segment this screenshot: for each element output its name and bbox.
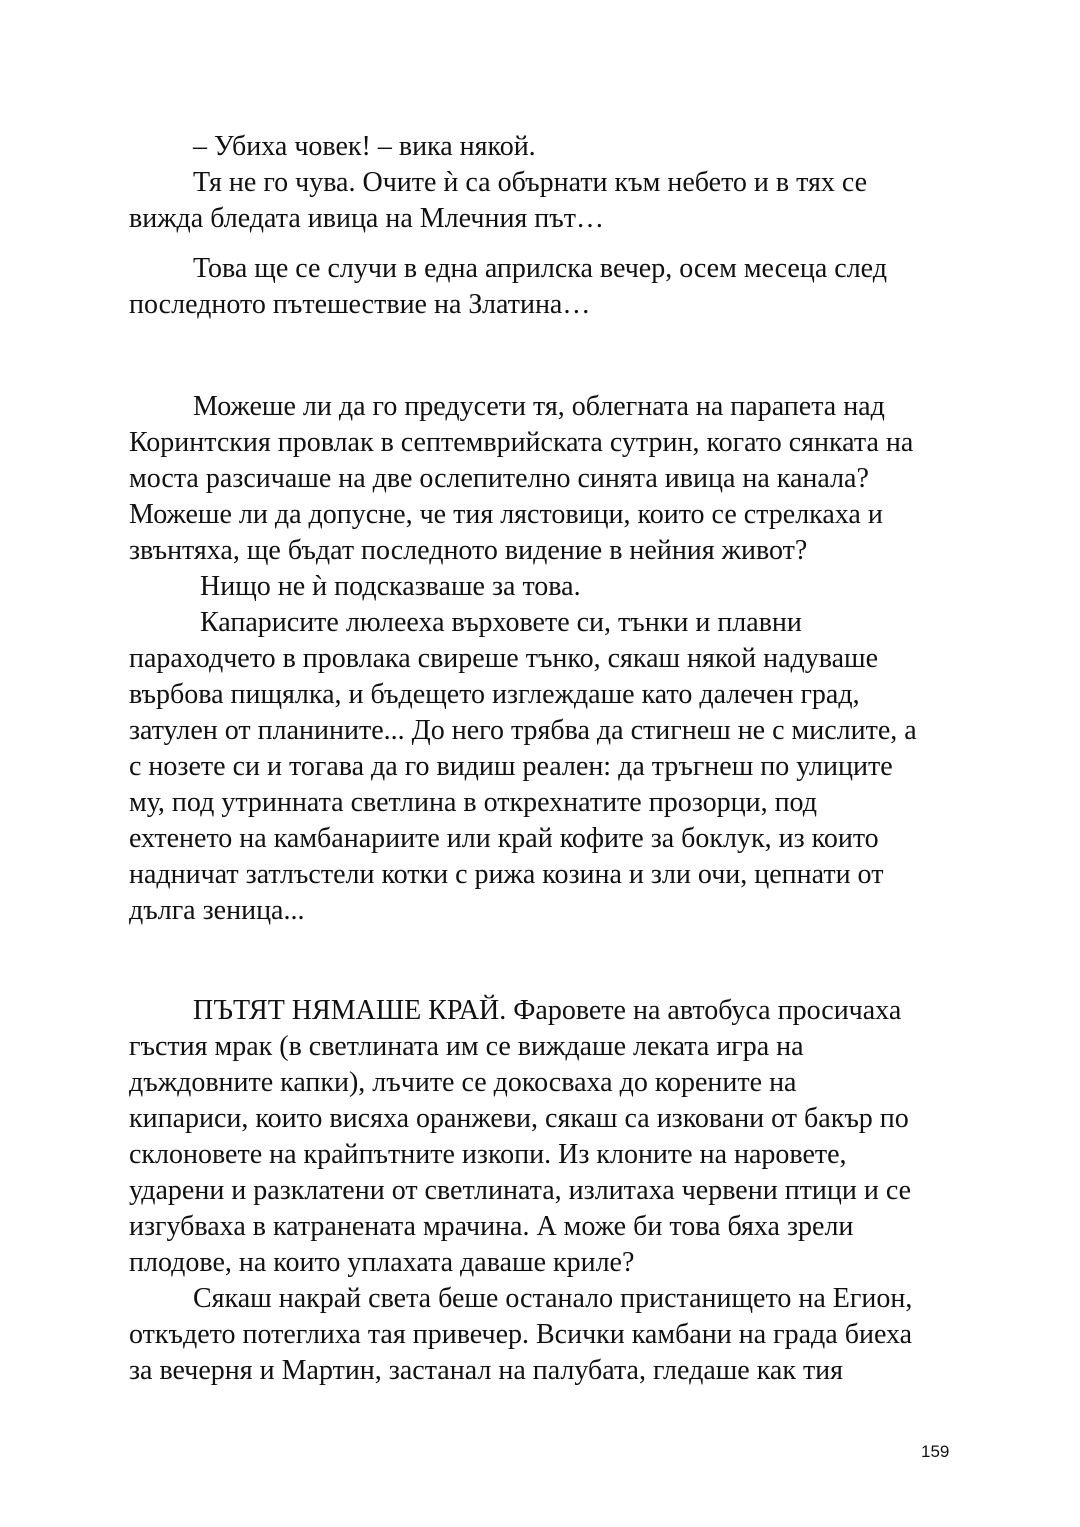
text-line: му, под утринната светлина в открехнатите прозорци, под	[129, 787, 817, 818]
text-line: с нозете си и тогава да го видиш реален: да тръгнеш по улиците	[129, 751, 893, 782]
text-line: Това ще се случи в една априлска вечер, осем месеца след	[193, 253, 887, 284]
text-line: Нищо не ѝ подсказваше за това.	[200, 571, 581, 602]
text-line: ПЪТЯТ НЯМАШЕ КРАЙ. Фаровете на автобуса просичаха	[193, 995, 902, 1026]
text-line: Можеше ли да го предусети тя, облегната на парапета над	[193, 391, 885, 422]
text-line: надничат затлъстели котки с рижа козина и зли очи, цепнати от	[129, 859, 884, 890]
text-line: Тя не го чува. Очите ѝ са обърнати към небето и в тях се	[193, 167, 868, 198]
text-line: изгубваха в катранената мрачина. А може би това бяха зрели	[129, 1211, 854, 1242]
text-line: ехтенето на камбанариите или край кофите за боклук, из които	[129, 823, 879, 854]
page-number: 159	[921, 1442, 950, 1461]
text-line: дъждовните капки), лъчите се докосваха до корените на	[129, 1067, 797, 1098]
text-line: Капарисите люлееха върховете си, тънки и плавни	[200, 607, 802, 638]
text-line: върбова пищялка, и бъдещето изглеждаше като далечен град,	[129, 679, 860, 710]
text-line: за вечерня и Мартин, застанал на палубата, гледаше как тия	[129, 1355, 844, 1386]
text-line: моста разсичаше на две ослепително синята ивица на канала?	[129, 463, 869, 494]
text-line: дълга зеница...	[129, 895, 305, 926]
text-line: откъдето потеглиха тая привечер. Всички камбани на града биеха	[129, 1319, 913, 1350]
text-line: параходчето в провлака свиреше тънко, сякаш някой надуваше	[129, 643, 879, 674]
text-line: звънтяха, ще бъдат последното видение в нейния живот?	[129, 535, 808, 566]
text-line: затулен от планините... До него трябва да стигнеш не с мислите, а	[129, 715, 917, 746]
text-line: Сякаш накрай света беше останало пристанището на Егион,	[193, 1283, 913, 1314]
text-line: Можеше ли да допусне, че тия лястовици, които се стрелкаха и	[129, 499, 883, 530]
text-line: Коринтския провлак в септемврийската сутрин, когато сянката на	[129, 427, 914, 458]
text-line: гъстия мрак (в светлината им се виждаше леката игра на	[129, 1031, 804, 1062]
text-line: кипариси, които висяха оранжеви, сякаш са изковани от бакър по	[129, 1103, 909, 1134]
text-line: ударени и разклатени от светлината, излитаха червени птици и се	[129, 1175, 912, 1206]
text-line: вижда бледата ивица на Млечния път…	[129, 203, 605, 234]
text-line: последното пътешествие на Златина…	[129, 289, 591, 320]
text-line: склоновете на крайпътните изкопи. Из клоните на наровете,	[129, 1139, 847, 1170]
text-line: – Убиха човек! – вика някой.	[193, 131, 536, 162]
text-line: плодове, на които уплахата даваше криле?	[129, 1247, 635, 1278]
